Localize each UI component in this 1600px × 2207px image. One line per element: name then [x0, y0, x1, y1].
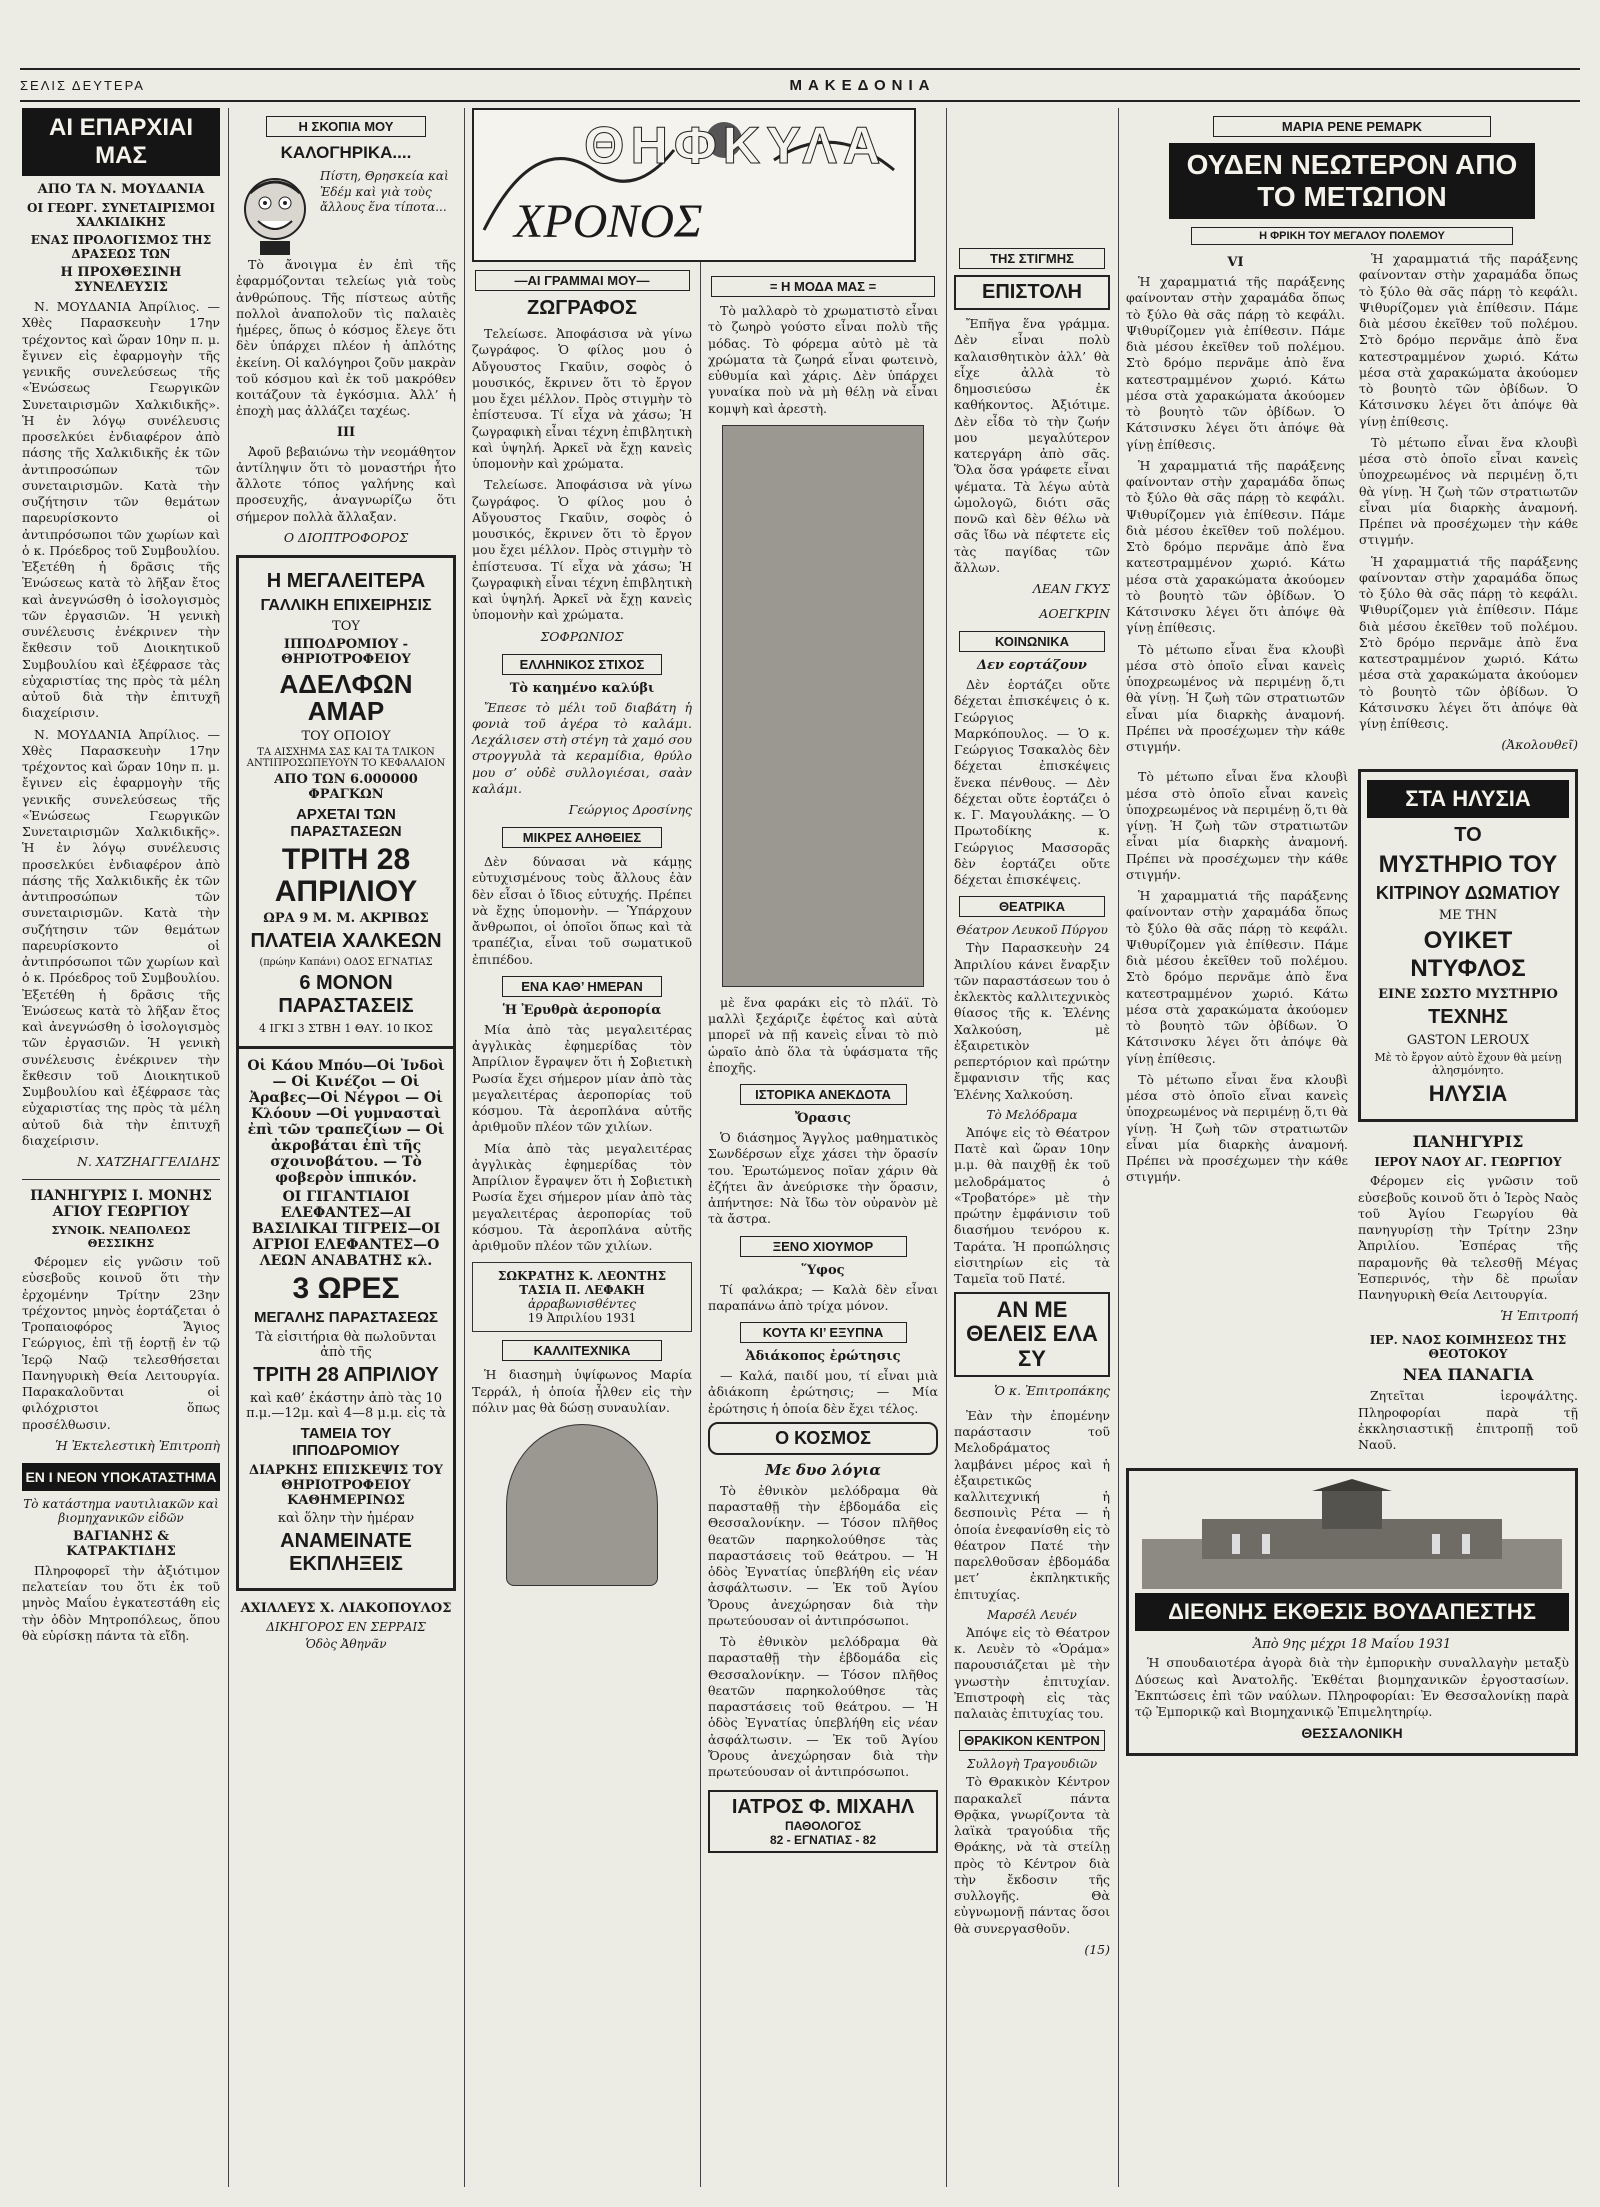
article-body: Ἀπόψε εἰς τὸ Θέατρον Πατὲ καὶ ὥραν 10ην μ.μ. θὰ παιχθῇ ἐκ τοῦ μελοδράματος ὁ «Τροβατόρε» μὲ τὴν πρώτην ἐμφάνισιν τοῦ διασήμου τενόρου κ. Ταράτα. Ἡ προπώλησις εἰσιτηρίων εἰς τὰ Ταμεῖα τοῦ Πατέ. — [954, 1124, 1110, 1286]
article-signature: Ἡ Ἐπιτροπή — [1500, 1308, 1578, 1324]
ad-line: Η ΜΕΓΑΛΕΙΤΕΡΑ — [266, 569, 426, 592]
ad-line: ΜΕΓΑΛΗΣ ΠΑΡΑΣΤΑΣΕΩΣ — [253, 1308, 439, 1326]
ad-line: ΜΕ ΤΗΝ — [1438, 908, 1498, 924]
ad-line: Μὲ τὸ ἔργον αὐτὸ ἔχουν θὰ μείνῃ ἀλησμόνητο. — [1374, 1051, 1562, 1078]
article-signature: ΣΟΦΡΩΝΙΟΣ — [540, 628, 624, 644]
article-signature: ΛΕΑΝ ΓΚΥΣ — [1032, 581, 1110, 596]
article-title: Ὄρασις — [795, 1111, 851, 1126]
serial-title: ΟΥΔΕΝ ΝΕΩΤΕΡΟΝ ΑΠΟ ΤΟ ΜΕΤΩΠΟΝ — [1169, 143, 1535, 219]
article-body: Ἀφοῦ βεβαιώνω τὴν νεομάθητον ἀντίληψιν ὅτι τὸ μοναστήρι ἦτο ἄλλοτε τόπος γαλήνης καὶ προσευχῆς, ἀναγνωρίζω ὅτι σήμερον πολλὰ ἄλλαξαν. — [236, 443, 456, 524]
article-title: ΕΠΙΣΤΟΛΗ — [954, 275, 1110, 310]
article-title: Με δυο λόγια — [765, 1460, 881, 1479]
logo-text: ΘΗΦΚΥΛΑ — [584, 117, 887, 175]
ad-headline: ΚΙΤΡΙΝΟΥ ΔΩΜΑΤΙΟΥ — [1375, 883, 1561, 904]
article-body: Ὁ διάσημος Ἄγγλος μαθηματικὸς Σωνδέρσων εἶχε χάσει τὴν ὅρασίν του. Ἐρωτώμενος ποῖαν χάριν θὰ ἐζήτει ἂν ἀνεύρισκε τὴν ὅρασιν, ἀπήντησε: Νὰ ἴδω τὸν οὐρανὸν μὲ τὰ ἄστρα. — [708, 1130, 938, 1227]
section-label: ΜΑΡΙΑ ΡΕΝΕ ΡΕΜΑΡΚ — [1213, 116, 1490, 137]
provinces-subhead: ΕΝΑΣ ΠΡΟΛΟΓΙΣΜΟΣ ΤΗΣ ΔΡΑΣΕΩΣ ΤΩΝ — [30, 233, 212, 261]
column-rule — [464, 108, 465, 2187]
article-body: Ζητεῖται ἱεροψάλτης. Πληροφορίαι παρὰ τῇ ἐκκλησιαστικῇ ἐπιτροπῇ τοῦ Ναοῦ. — [1358, 1388, 1578, 1452]
ad-headline: ΣΤΑ ΗΛΥΣΙΑ — [1367, 780, 1569, 818]
article-body: Ν. ΜΟΥΔΑΝΙΑ Ἀπρίλιος. — Χθὲς Παρασκευὴν 17ην τρέχοντος καὶ ὥραν 10ην π. μ. ἔγινεν εἰς ἐφαρμογὴν τῆς γενικῆς συνελεύσεως τῆς «Ἑνώσεως Γεωργικῶν Συνεταιρισμῶν Χαλκιδικῆς». Ἡ ἐν λόγῳ συνέλευσις προσελκύει ἐνδιαφέρον ἀπὸ πάσης τῆς Χαλκιδικῆς ἐκ τῶν ἀντιπροσώπων τῶν συνεταιρισμῶν. Κατὰ τὴν συζήτησιν τῶν θεμάτων παρευρίσκοντο οἱ ἀντιπρόσωποι τῶν χωρίων καὶ ὁ κ. Πρόεδρος τοῦ Συμβουλίου. Ἐξετέθη ἡ δρᾶσις τῆς Ἑνώσεως κατὰ τὸ λῆξαν ἔτος καὶ ἀνεγνώσθη ὁ ἰσολογισμὸς τῶν ἐργασιῶν. Ἡ γενικὴ συνέλευσις ἐνέκρινεν τὴν ἔκθεσιν τοῦ Διοικητικοῦ Συμβουλίου καὶ ἐξέφρασε τὰς εὐχαριστίας της πρὸς τὰ μέλη αὐτοῦ διὰ τὴν ἐπιτυχῆ διαχείρισιν. — [22, 299, 220, 721]
article-body: Τὸ μαλλαρὸ τὸ χρωματιστὸ εἶναι τὸ ζωηρὸ γούστο εἶναι πολὺ τῆς μόδας. Τὸ φόρεμα αὐτὸ μὲ τὰ χρώματα τὰ ζωηρά εἶναι φωτεινὸ, εὐθυμία καὶ χάρις. Δὲν ὑπάρχει γυναίκα ποὺ νὰ μὴ θέλῃ νὰ εἶναι κομψὴ καὶ ἀρεστὴ. — [708, 303, 938, 416]
column-rule — [946, 108, 947, 2187]
article-body: Μία ἀπὸ τὰς μεγαλειτέρας ἀγγλικὰς ἐφημερίδας τὸν Ἀπρίλιον ἔγραψεν ὅτι ἡ Σοβιετικὴ Ρωσία ἔχει σήμερον μίαν ἀπὸ τὰς μεγαλειτέρας ἀεροπορίας τοῦ κόσμου. Τὰ ἀεροπλάνα αὐτῆς ἀριθμοῦν πλέον τῶν χιλίων. — [472, 1021, 692, 1135]
ad-line: GASTON LEROUX — [1406, 1033, 1530, 1049]
article-body: μὲ ἕνα φαράκι εἰς τὸ πλάϊ. Τὸ μαλλὶ ξεχάριζε ἐφέτος καὶ αὐτὰ μπορεῖ νὰ πῇ κανεὶς εἶναι τὸ πιὸ ὡραῖο ἀπὸ ὅλα τὰ ὑφάσματα τῆς ἐποχῆς. — [708, 994, 938, 1075]
article-body: Ἡ χαραμματιά τῆς παράξενης φαίνονταν στὴν χαραμάδα ὅπως τὸ ξύλο θὰ σᾶς πάρῃ τὸ κεφάλι. Ψιθυρίζομεν γιὰ ἐπίθεσιν. Πάμε διὰ μέσου ἐκεῖθεν τοῦ πολέμου. Στὸ δρόμο περνᾶμε ἀπὸ ἕνα κατεστραμμένον χωριό. Κάτω μέσα στὰ χαρακώματα ἀκούομεν τὸ βουητὸ τῶν ὀβίδων. Ὁ Κάτσινσκυ λέγει ὅτι ἀπόψε θὰ γίνῃ ἐπίθεσις. — [1359, 553, 1578, 731]
doctor-address: 82 - ΕΓΝΑΤΙΑΣ - 82 — [769, 1833, 877, 1848]
article-body: Τελείωσε. Ἀποφάσισα νὰ γίνω ζωγράφος. Ὁ φίλος μου ὁ Αὔγουστος Γκαῦιν, σοφὸς ὁ μουσικός, ἔκρινεν ὅτι τὸ ἔργον μου ἔχει μέλλον. Πρὸς στιγμὴν τὸ ἐπίστευσα. Τί εἶχα νὰ χάσω; Ἡ ζωγραφικὴ εἶναι τέχνη ἐπιβλητικὴ καὶ ὑψηλή. Ἀρκεῖ νὰ ἔχῃ κανεὶς ὑπομονὴν καὶ χρώματα. — [472, 477, 692, 623]
masthead — [20, 68, 1580, 102]
serial-subtitle: Η ΦΡΙΚΗ ΤΟΥ ΜΕΓΑΛΟΥ ΠΟΛΕΜΟΥ — [1191, 227, 1513, 245]
article-title: Δεν εορτάζουν — [977, 658, 1087, 673]
ad-line: 6 ΜΟΝΟΝ ΠΑΡΑΣΤΑΣΕΙΣ — [278, 972, 414, 1018]
article-body: Ἀπόψε εἰς τὸ Θέατρον κ. Λευὲν τὸ «Ὁράμα» παρουσιάζεται μὲ τὴν γνωστὴν ἐπιτυχίαν. Ἐπιστροφὴ εἰς τὰς παλαιὰς ἐπιτυχίας του. — [954, 1624, 1110, 1722]
column-provinces — [22, 108, 220, 2187]
article-signature: Ν. ΧΑΤΖΗΑΓΓΕΛΙΔΗΣ — [77, 1154, 220, 1169]
ad-line: Οἱ Κάου Μπόυ—Οἱ Ἰνδοὶ — Οἱ Κινέζοι — Οἱ Ἀραβες—Οἱ Νέγροι — Οἱ Κλόουν —Οἱ γυμνασταὶ ἐπὶ τῶν τραπεζίων — Οἱ ἀκροβάται ἐπὶ τῆς σχοινοβάτου. — Τὸ φοβερὸν ἱππικόν. — [247, 1058, 445, 1187]
article-body: Τὸ Θρακικὸν Κέντρον παρακαλεῖ πάντα Θρᾷκα, γνωρίζοντα τὰ λαϊκὰ τραγούδια τῆς Θράκης, νὰ τὰ στείλῃ πρὸς τὸ Κέντρον διὰ τὴν ἔκδοσιν τῆς συλλογῆς. Θὰ εὐγνωμονῇ πάντας ὅσοι θὰ συνεργασθοῦν. — [954, 1774, 1110, 1936]
article-body: Φέρομεν εἰς γνῶσιν τοῦ εὐσεβοῦς κοινοῦ ὅτι ὁ Ἱερὸς Ναὸς τοῦ Ἁγίου Γεωργίου θὰ πανηγυρίσῃ τὴν Τρίτην 23ην Ἀπριλίου. Ἐσπέρας τῆς παραμονῆς θὰ τελεσθῇ Μέγας Ἑσπερινός, τὴν δὲ πρωΐαν Πανηγυρικὴ Θεία Λειτουργία. — [1358, 1173, 1578, 1302]
section-label: ΘΡΑΚΙΚΟΝ ΚΕΝΤΡΟΝ — [959, 1730, 1105, 1751]
section-subtitle: ΣΥΝΟΙΚ. ΝΕΑΠΟΛΕΩΣ ΘΕΣΣΙΚΗΣ — [51, 1224, 191, 1250]
section-label: ΕΝΑ ΚΑΘ’ ΗΜΕΡΑΝ — [502, 976, 662, 997]
section-label: ΘΕΑΤΡΙΚΑ — [959, 896, 1105, 917]
column-serial-ads — [1126, 108, 1578, 2187]
ad-headline: ΗΛΥΣΙΑ — [1428, 1081, 1508, 1107]
notice-line: ἀρραβωνισθέντες — [528, 1297, 636, 1312]
cinema-advertisement — [1358, 769, 1578, 1122]
ad-line: ΙΠΠΟΔΡΟΜΙΟΥ - ΘΗΡΙΟΤΡΟΦΕΙΟΥ — [281, 636, 411, 667]
exposition-advertisement — [1126, 1468, 1578, 1756]
lawyer-address: Ὁδὸς Ἀθηνᾶν — [305, 1636, 387, 1651]
section-label: ΙΣΤΟΡΙΚΑ ΑΝΕΚΔΟΤΑ — [740, 1084, 907, 1105]
serial-text — [1126, 251, 1578, 761]
ad-line: καὶ ὅλην τὴν ἡμέραν — [277, 1510, 415, 1526]
provinces-subhead: Η ΠΡΟΧΘΕΣΙΝΗ ΣΥΝΕΛΕΥΣΙΣ — [60, 265, 182, 295]
article-signature: (15) — [1084, 1941, 1110, 1957]
ad-line: ΤΑΜΕΙΑ ΤΟΥ ΙΠΠΟΔΡΟΜΙΟΥ — [292, 1424, 400, 1459]
article-body: Ἡ χαραμματιά τῆς παράξενης φαίνονταν στὴν χαραμάδα ὅπως τὸ ξύλο θὰ σᾶς πάρῃ τὸ κεφάλι. Ψιθυρίζομεν γιὰ ἐπίθεσιν. Πάμε διὰ μέσου ἐκεῖθεν τοῦ πολέμου. Στὸ δρόμο περνᾶμε ἀπὸ ἕνα κατεστραμμένον χωριό. Κάτω μέσα στὰ χαρακώματα ἀκούομεν τὸ βουητὸ τῶν ὀβίδων. Ὁ Κάτσινσκυ λέγει ὅτι ἀπόψε θὰ γίνῃ ἐπίθεσις. — [1126, 457, 1345, 636]
section-label: Ο ΚΟΣΜΟΣ — [708, 1422, 938, 1455]
ad-line: ΤΟΥ — [332, 618, 360, 634]
fashion-photo — [722, 425, 924, 987]
article-body: Μία ἀπὸ τὰς μεγαλειτέρας ἀγγλικὰς ἐφημερίδας τὸν Ἀπρίλιον ἔγραψεν ὅτι ἡ Σοβιετικὴ Ρωσία ἔχει σήμερον μίαν ἀπὸ τὰς μεγαλειτέρας ἀεροπορίας τοῦ κόσμου. Τὰ ἀεροπλάνα αὐτῆς ἀριθμοῦν πλέον τῶν χιλίων. — [472, 1140, 692, 1253]
column-rule — [228, 108, 229, 2187]
company-name: ΒΑΓΙΑΝΗΣ & ΚΑΤΡΑΚΤΙΔΗΣ — [66, 1528, 176, 1559]
ad-headline: ΔΙΕΘΝΗΣ ΕΚΘΕΣΙΣ ΒΟΥΔΑΠΕΣΤΗΣ — [1135, 1593, 1569, 1631]
section-title: ΕΝ Ι ΝΕΟΝ ΥΠΟΚΑΤΑΣΤΗΜΑ — [22, 1463, 220, 1491]
article-body: Φέρομεν εἰς γνῶσιν τοῦ εὐσεβοῦς κοινοῦ ὅτι τὴν ἐρχομένην Τρίτην 23ην τρέχοντος μηνὸς ἑορτάζεται ὁ Τροπαιοφόρος Ἅγιος Γεώργιος, ἐπὶ τῇ ἑορτῇ ἐν τῷ Ἱερῷ Ναῷ τελεσθήσεται Πανηγυρικὴ Θεία Λειτουργία. Παρακαλοῦνται οἱ φιλόχριστοι ὅπως προσέλθωσιν. — [22, 1254, 220, 1432]
poem-body: Ἔπεσε τὸ μέλι τοῦ διαβάτη ἡ φονιὰ τοῦ ἀγέρα τὸ καλάμι. Λεχάλισεν στὴ στέγη τὰ χαμό σου στρογγυλὰ τὰ κεραμίδια, θρύλο μου σ’ οὐδὲ συλλογιέσαι, σαὰν καλάμι. — [472, 699, 692, 796]
column-letters — [954, 240, 1110, 2187]
notice-line: ΤΑΣΙΑ Π. ΛΕΦΑΚΗ — [519, 1283, 645, 1298]
article-body: Ἐὰν τὴν ἐπομένην παράστασιν τοῦ Μελοδράματος λαμβάνει μέρος καὶ ἡ ἐξαιρετικῶς καλλιτεχνική ἡ δεσποινὶς Ρέτα — ἡ ὁποία ἐνεφανίσθη εἰς τὸ θέατρον Πατέ τὴν παρελθοῦσαν ἑβδομάδα μετ’ ἐκπληκτικῆς ἐπιτυχίας. — [954, 1407, 1110, 1602]
ad-line: ΔΙΑΡΚΗΣ ΕΠΙΣΚΕΨΙΣ ΤΟΥ ΘΗΡΙΟΤΡΟΦΕΙΟΥ ΚΑΘΗΜΕΡΙΝΩΣ — [249, 1462, 443, 1508]
poem-title: Τὸ καημένο καλύβι — [509, 680, 655, 696]
section-subtitle: Θέατρον Λευκοῦ Πύργου — [956, 923, 1108, 938]
article-body: Τὸ μέτωπο εἶναι ἕνα κλουβὶ μέσα στὸ ὁποῖο εἶναι κανεὶς ὑποχρεωμένος νὰ περιμένῃ ὅ,τι θὰ γίνῃ. Ἡ ζωὴ τῶν στρατιωτῶν εἶναι μία διαρκὴς ἀναμονή. Πρέπει νὰ προσέχωμεν τὴν κάθε στιγμήν. — [1126, 641, 1345, 754]
section-label: ΚΟΥΤΑ ΚΙ’ ΕΞΥΠΝΑ — [740, 1322, 907, 1343]
engagement-notice — [472, 1262, 692, 1332]
article-verse: Πίστη, Θρησκεία καὶ Ἐδέμ καὶ γιὰ τοὺς ἄλλους ἕνα τίποτα... — [320, 169, 449, 215]
article-title: Ἡ Ἐρυθρὰ ἀεροπορία — [502, 1002, 662, 1018]
article-body: Ἡ διασημὴ ὑψίφωνος Μαρία Τερράλ, ἡ ὁποία ἦλθεν εἰς τὴν πόλιν μας θὰ δώσῃ συναυλίαν. — [472, 1367, 692, 1415]
article-body: Πληροφορεῖ τὴν ἀξιότιμον πελατείαν του ὅτι ἐκ τοῦ μηνὸς Μαΐου ἐγκατεστάθη εἰς τὴν ὁδὸν Μητροπόλεως, ὅπου θὰ εὑρίσκῃ πάντα τὰ εἴδη. — [22, 1562, 220, 1643]
article-body: Ἔπῆγα ἕνα γράμμα. Δὲν εἶναι πολὺ καλαισθητικὸν ἀλλ’ θὰ εἶχε ἀλλὰ τὸ δημοσιεύσω ἐκ καθήκοντος. Ἀξιότιμε. Δὲν εἶδα τὸ τὴν ζωήν μου μεγαλύτερον κατεργάρη ἀπὸ σᾶς. Ὅλα ὅσα γράφετε εἶναι ψέματα. Τὰ λέγω αὐτὰ ὡμολογῶ, διότι σᾶς πονῶ καὶ δὲν θέλω νὰ σᾶς ἴδω νὰ πέφτετε εἰς τὰς παγίδας τῶν ἄλλων. — [954, 316, 1110, 575]
ad-headline: ΟΥΙΚΕΤ ΝΤΥΦΛΟΣ — [1410, 927, 1526, 983]
doctor-advertisement — [708, 1790, 938, 1853]
ad-line: ΩΡΑ 9 Μ. Μ. ΑΚΡΙΒΩΣ — [263, 911, 429, 927]
article-signature: Ο ΔΙΟΠΤΡΟΦΟΡΟΣ — [283, 529, 409, 545]
article-body: Τὸ μέτωπο εἶναι ἕνα κλουβὶ μέσα στὸ ὁποῖο εἶναι κανεὶς ὑποχρεωμένος νὰ περιμένῃ ὅ,τι θὰ γίνῃ. Ἡ ζωὴ τῶν στρατιωτῶν εἶναι μία διαρκὴς ἀναμονή. Πρέπει νὰ προσέχωμεν τὴν κάθε στιγμήν. — [1126, 769, 1348, 882]
ad-headline: 3 ΩΡΕΣ — [292, 1272, 400, 1306]
article-title: ΑΝ ΜΕ ΘΕΛΕΙΣ ΕΛΑ ΣΥ — [954, 1292, 1110, 1377]
circus-advertisement-continued — [236, 1047, 456, 1591]
article-body: Τὸ ἐθνικὸν μελόδραμα θὰ παρασταθῇ τὴν ἑβδομάδα εἰς Θεσσαλονίκην. — Τόσον πλῆθος θεατῶν παρηκολούθησε τὰς παραστάσεις τοῦ θεάτρου. — Ἡ ὁδὸς Ἐγνατίας ὑπεβλήθη εἰς νέαν ἀσφάλτωσιν. — Ἐκ τοῦ Ἀγίου Ὄρους ἀνεχώρησαν διὰ τὴν πρωτεύουσαν οἱ ἀντιπρόσωποι. — [708, 1634, 938, 1779]
section-label: ΕΛΛΗΝΙΚΟΣ ΣΤΙΧΟΣ — [502, 654, 662, 675]
ad-line: ΤΕΧΝΗΣ — [1428, 1006, 1508, 1029]
article-title: Ὕφος — [801, 1262, 845, 1278]
ad-headline: ΜΥΣΤΗΡΙΟ ΤΟΥ — [1378, 851, 1558, 879]
section-label: ΚΑΛΛΙΤΕΧΝΙΚΑ — [502, 1340, 662, 1361]
article-body: Δὲν ἑορτάζει οὔτε δέχεται ἐπισκέψεις ὁ κ. Γεώργιος Μαρκόπουλος. — Ὁ κ. Γεώργιος Τσακαλὸς δὲν δέχεται ἐπισκέψεις ἕνεκα πένθους. — Δὲν δέχεται οὔτε ἑορτάζει ὁ κ. Γ. Μαγουλάκης. — Ὁ Πρωτοδίκης κ. Γεώργιος Μασσορᾶς δὲν ἑορτάζει οὔτε δέχεται ἐπισκέψεις. — [954, 677, 1110, 887]
ad-line: ΤΟΥ ΟΠΟΙΟΥ — [301, 729, 391, 745]
caricature-illustration — [236, 169, 314, 257]
ad-line: Ἀπὸ 9ης μέχρι 18 Μαΐου 1931 — [1252, 1637, 1452, 1653]
circus-advertisement — [236, 555, 456, 1050]
section-label: ΜΙΚΡΕΣ ΑΛΗΘΕΙΕΣ — [502, 827, 662, 848]
ad-line: ΕΙΝΕ ΣΩΣΤΟ ΜΥΣΤΗΡΙΟ — [1378, 987, 1558, 1003]
section-numeral: VI — [1227, 255, 1244, 270]
lawyer-title: ΔΙΚΗΓΟΡΟΣ ΕΝ ΣΕΡΡΑΙΣ — [266, 1619, 426, 1634]
ad-line: ΑΠΟ ΤΩΝ 6.000000 ΦΡΑΓΚΩΝ — [274, 772, 418, 803]
article-body: Τὴν Παρασκευὴν 24 Ἀπριλίου κάνει ἔναρξιν τῶν παραστάσεων του ὁ ἐκλεκτὸς καλλιτεχνικὸς θίασος τῆς κ. Ἑλένης Χαλκούση, μὲ ἐξαιρετικὸν ρεπερτόριον καὶ πρώτην ἔμφανισιν τῆς κας Ἑλένης Χαλκούση. — [954, 940, 1110, 1102]
column-rule — [1118, 108, 1119, 2187]
section-subtitle: ΝΕΑ ΠΑΝΑΓΙΑ — [1402, 1365, 1534, 1385]
section-numeral: III — [336, 424, 356, 440]
article-body: Τί φαλάκρα; — Καλὰ δὲν εἶναι παραπάνω ἀπὸ τρίχα μόνον. — [708, 1281, 938, 1313]
article-title: ΚΑΛΟΓΗΡΙΚΑ.... — [280, 143, 412, 162]
ad-line: Τὰ εἰσιτήρια θὰ πωλοῦνται ἀπὸ τῆς — [255, 1329, 437, 1360]
section-label: ΤΗΣ ΣΤΙΓΜΗΣ — [959, 248, 1105, 269]
column-rule — [700, 108, 701, 2187]
ad-line: ΤΡΙΤΗ 28 ΑΠΡΙΛΙΟΥ — [253, 1363, 439, 1386]
provinces-title: ΑΙ ΕΠΑΡΧΙΑΙ ΜΑΣ — [22, 108, 220, 176]
article-title: Ἀδιάκοπος ἐρώτησις — [745, 1349, 901, 1364]
ad-line: ΘΕΣΣΑΛΟΝΙΚΗ — [1301, 1725, 1403, 1742]
section-subtitle: Τὸ κατάστημα ναυτιλιακῶν καὶ βιομηχανικῶν εἰδῶν — [23, 1496, 219, 1525]
section-subtitle: Συλλογὴ Τραγουδιῶν — [966, 1757, 1098, 1772]
lawyer-name: ΑΧΙΛΛΕΥΣ Χ. ΛΙΑΚΟΠΟΥΛΟΣ — [240, 1600, 452, 1616]
section-label: = Η ΜΟΔΑ ΜΑΣ = — [711, 276, 936, 297]
article-signature: ΑΟΕΓΚΡΙΝ — [1039, 606, 1110, 621]
provinces-dateline: ΑΠΟ ΤΑ Ν. ΜΟΥΔΑΝΙΑ — [37, 182, 205, 197]
article-body: Τὸ μέτωπο εἶναι ἕνα κλουβὶ μέσα στὸ ὁποῖο εἶναι κανεὶς ὑποχρεωμένος νὰ περιμένῃ ὅ,τι θὰ γίνῃ. Ἡ ζωὴ τῶν στρατιωτῶν εἶναι μία διαρκὴς ἀναμονή. Πρέπει νὰ προσέχωμεν τὴν κάθε στιγμήν. — [1359, 434, 1578, 548]
masthead-page-label: ΣΕΛΙΣ ΔΕΥΤΕΡΑ — [20, 77, 145, 93]
article-signature: (Ἀκολουθεῖ) — [1501, 737, 1578, 753]
notice-line: ΣΩΚΡΑΤΗΣ Κ. ΛΕΟΝΤΗΣ — [497, 1269, 667, 1284]
ad-line: ΤΟ — [1454, 824, 1482, 847]
column-fashion — [708, 268, 938, 2187]
ad-line: ΤΑ ΑΙΣΧΗΜΑ ΣΑΣ ΚΑΙ ΤΑ ΤΛΙΚΟΝ ΑΝΤΙΠΡΟΣΩΠΕΥΟΥΝ ΤΟ ΚΕΦΑΛΑΙΟΝ — [246, 747, 446, 770]
article-body: Ν. ΜΟΥΔΑΝΙΑ Ἀπρίλιος. — Χθὲς Παρασκευὴν 17ην τρέχοντος καὶ ὥραν 10ην π. μ. ἔγινεν εἰς ἐφαρμογὴν τῆς γενικῆς συνελεύσεως τῆς «Ἑνώσεως Γεωργικῶν Συνεταιρισμῶν Χαλκιδικῆς». Ἡ ἐν λόγῳ συνέλευσις προσελκύει ἐνδιαφέρον ἀπὸ πάσης τῆς Χαλκιδικῆς ἐκ τῶν ἀντιπροσώπων τῶν συνεταιρισμῶν. Κατὰ τὴν συζήτησιν τῶν θεμάτων παρευρίσκοντο οἱ ἀντιπρόσωποι τῶν χωρίων καὶ ὁ κ. Πρόεδρος τοῦ Συμβουλίου. Ἐξετέθη ἡ δρᾶσις τῆς Ἑνώσεως κατὰ τὸ λῆξαν ἔτος καὶ ἀνεγνώσθη ὁ ἰσολογισμὸς τῶν ἐργασιῶν. Ἡ γενικὴ συνέλευσις ἐνέκρινεν τὴν ἔκθεσιν τοῦ Διοικητικοῦ Συμβουλίου καὶ ἐξέφρασε τὰς εὐχαριστίας της πρὸς τὰ μέλη αὐτοῦ διὰ τὴν ἐπιτυχῆ διαχείρισιν. — [22, 726, 220, 1148]
portrait-photo — [506, 1424, 658, 1586]
provinces-subhead: ΟΙ ΓΕΩΡΓ. ΣΥΝΕΤΑΙΡΙΣΜΟΙ ΧΑΛΚΙΔΙΚΗΣ — [27, 201, 215, 229]
section-label: —ΑΙ ΓΡΑΜΜΑΙ ΜΟΥ— — [475, 270, 690, 291]
article-body: Τὸ ἐθνικὸν μελόδραμα θὰ παρασταθῇ τὴν ἑβδομάδα εἰς Θεσσαλονίκην. — Τόσον πλῆθος θεατῶν παρηκολούθησε τὰς παραστάσεις τοῦ θεάτρου. — Ἡ ὁδὸς Ἐγνατίας ὑπεβλήθη εἰς νέαν ἀσφάλτωσιν. — Ἐκ τοῦ Ἀγίου Ὄρους ἀνεχώρησαν διὰ τὴν πρωτεύουσαν οἱ ἀντιπρόσωποι. — [708, 1482, 938, 1628]
article-body: Ἡ σπουδαιοτέρα ἀγορὰ διὰ τὴν ἐμπορικὴν συναλλαγὴν μεταξὺ Δύσεως καὶ Ἀνατολῆς. Ἐκθέται βιομηχανικῶν ἐργοστασίων. Ἐκπτώσεις ἐπὶ τῶν ναύλων. Πληροφορίαι: Ἐν Θεσσαλονίκῃ παρὰ τῷ Ἐμπορικῷ καὶ Βιομηχανικῷ Ἐπιμελητηρίῳ. — [1135, 1655, 1569, 1719]
section-subtitle: Μαρσέλ Λευέν — [987, 1607, 1077, 1622]
article-signature: Ἡ Ἐκτελεστικὴ Ἐπιτροπὴ — [55, 1437, 220, 1453]
ad-line: καὶ καθ’ ἑκάστην ἀπὸ τὰς 10 π.μ.—12μ. καὶ 4—8 μ.μ. εἰς τὰ — [246, 1390, 446, 1421]
article-signature: Ὁ κ. Ἐπιτροπάκης — [994, 1382, 1110, 1398]
masthead-title: ΜΑΚΕΔΟΝΙΑ — [789, 76, 936, 94]
article-body: Ἡ χαραμματιά τῆς παράξενης φαίνονταν στὴν χαραμάδα ὅπως τὸ ξύλο θὰ σᾶς πάρῃ τὸ κεφάλι. Ψιθυρίζομεν γιὰ ἐπίθεσιν. Πάμε διὰ μέσου ἐκεῖθεν τοῦ πολέμου. Στὸ δρόμο περνᾶμε ἀπὸ ἕνα κατεστραμμένον χωριό. Κάτω μέσα στὰ χαρακώματα ἀκούομεν τὸ βουητὸ τῶν ὀβίδων. Ὁ Κάτσινσκυ λέγει ὅτι ἀπόψε θὰ γίνῃ ἐπίθεσις. — [1359, 251, 1578, 429]
ad-line: ΑΝΑΜΕΙΝΑΤΕ ΕΚΠΛΗΞΕΙΣ — [280, 1529, 412, 1575]
ad-headline: ΤΡΙΤΗ 28 ΑΠΡΙΛΙΟΥ — [274, 843, 418, 908]
logo-text: ΧΡΟΝΟΣ — [514, 195, 703, 248]
section-label: ΞΕΝΟ ΧΙΟΥΜΟΡ — [740, 1236, 907, 1257]
ad-line: (πρώην Καπάνι) ΟΔΟΣ ΕΓΝΑΤΙΑΣ — [259, 957, 433, 969]
poem-author: Γεώργιος Δροσίνης — [568, 802, 692, 817]
section-title: ΠΑΝΗΓΥΡΙΣ — [1412, 1132, 1524, 1152]
article-body: Τὸ ἄνοιγμα ἐν ἐπὶ τῆς ἐφαρμόζονται τελείως γιὰ τοὺς ἀνθρώπους. Τῆς πίστεως αὐτῆς πολλοὶ ἀναπολοῦν τὶς παλαιὲς ἡμέρες, ὅπως ὁ κόσμος ἔλεγε ὅτι δὲν ὑπάρχει πλέον ἡ ἁπλότης ἐκείνη. Οἱ καλόγηροι ζοῦν μακρὰν τοῦ κόσμου καὶ ἐκ τοῦ μακρόθεν κοιτάζουν τὰ ἐγκόσμια. Ἀλλ’ ἡ ἐποχὴ μας ἀλλάζει ταχέως. — [236, 257, 456, 419]
divider — [22, 1179, 220, 1180]
doctor-specialty: ΠΑΘΟΛΟΓΟΣ — [784, 1819, 862, 1834]
building-illustration — [1142, 1479, 1562, 1589]
article-body: Τελείωσε. Ἀποφάσισα νὰ γίνω ζωγράφος. Ὁ φίλος μου ὁ Αὔγουστος Γκαῦιν, σοφὸς ὁ μουσικός, ἔκρινεν ὅτι τὸ ἔργον μου ἔχει μέλλον. Πρὸς στιγμὴν τὸ ἐπίστευσα. Τί εἶχα νὰ χάσω; Ἡ ζωγραφικὴ εἶναι τέχνη ἐπιβλητικὴ καὶ ὑψηλή. Ἀρκεῖ νὰ ἔχῃ κανεὶς ὑπομονὴν καὶ χρώματα. — [472, 326, 692, 471]
ad-headline: ΑΔΕΛΦΩΝ ΑΜΑΡ — [279, 668, 413, 727]
notice-line: 19 Ἀπριλίου 1931 — [527, 1311, 637, 1326]
article-body: — Καλά, παιδί μου, τί εἶναι μιὰ ἀδιάκοπη ἐρώτησις; — Μία ἐρώτησις ἡ ὁποία δὲν ἔχει τέλος. — [708, 1368, 938, 1416]
article-body: Τὸ μέτωπο εἶναι ἕνα κλουβὶ μέσα στὸ ὁποῖο εἶναι κανεὶς ὑποχρεωμένος νὰ περιμένῃ ὅ,τι θὰ γίνῃ. Ἡ ζωὴ τῶν στρατιωτῶν εἶναι μία διαρκὴς ἀναμονή. Πρέπει νὰ προσέχωμεν τὴν κάθε στιγμήν. — [1126, 1071, 1348, 1185]
section-label: Η ΣΚΟΠΙΑ ΜΟΥ — [266, 116, 426, 137]
ad-line: ΠΛΑΤΕΙΑ ΧΑΛΚΕΩΝ — [250, 930, 442, 953]
article-body: Δὲν δύνασαι νὰ κάμῃς εὐτυχισμένους τοὺς ἄλλους ἐὰν δὲν εἶσαι ὁ ἴδιος εὐτυχής. Πρέπει νὰ ἔχῃς ὑπομονὴν. — Ὑπάρχουν ἄνθρωποι, οἱ ὁποῖοι ὅπως καὶ τὰ τραπέζια, εἶναι τοῦ σωματικοῦ ἐπιπέδου. — [472, 854, 692, 967]
section-title: ΠΑΝΗΓΥΡΙΣ Ι. ΜΟΝΗΣ ΑΓΙΟΥ ΓΕΩΡΓΙΟΥ — [30, 1188, 212, 1220]
section-label: ΚΟΙΝΩΝΙΚΑ — [959, 631, 1105, 652]
article-body: Ἡ χαραμματιά τῆς παράξενης φαίνονταν στὴν χαραμάδα ὅπως τὸ ξύλο θὰ σᾶς πάρῃ τὸ κεφάλι. Ψιθυρίζομεν γιὰ ἐπίθεσιν. Πάμε διὰ μέσου ἐκεῖθεν τοῦ πολέμου. Στὸ δρόμο περνᾶμε ἀπὸ ἕνα κατεστραμμένον χωριό. Κάτω μέσα στὰ χαρακώματα ἀκούομεν τὸ βουητὸ τῶν ὀβίδων. Ὁ Κάτσινσκυ λέγει ὅτι ἀπόψε θὰ γίνῃ ἐπίθεσις. — [1126, 888, 1348, 1066]
doctor-name: ΙΑΤΡΟΣ Φ. ΜΙΧΑΗΛ — [731, 1796, 915, 1819]
article-title: ΖΩΓΡΑΦΟΣ — [526, 297, 637, 319]
column-opinion-ads — [236, 108, 456, 2187]
ad-line: ΑΡΧΕΤΑΙ ΤΩΝ ΠΑΡΑΣΤΑΣΕΩΝ — [290, 806, 402, 841]
article-body: Ἡ χαραμματιά τῆς παράξενης φαίνονταν στὴν χαραμάδα ὅπως τὸ ξύλο θὰ σᾶς πάρῃ τὸ κεφάλι. Ψιθυρίζομεν γιὰ ἐπίθεσιν. Πάμε διὰ μέσου ἐκεῖθεν τοῦ πολέμου. Στὸ δρόμο περνᾶμε ἀπὸ ἕνα κατεστραμμένον χωριό. Κάτω μέσα στὰ χαρακώματα ἀκούομεν τὸ βουητὸ τῶν ὀβίδων. Ὁ Κάτσινσκυ λέγει ὅτι ἀπόψε θὰ γίνῃ ἐπίθεσις. — [1126, 274, 1345, 452]
ad-line: 4 ΙΓΚΙ 3 ΣΤΒΗ 1 ΘΑΥ. 10 ΙΚΟΣ — [259, 1022, 433, 1036]
ad-line: ΟΙ ΓΙΓΑΝΤΙΑΙΟΙ ΕΛΕΦΑΝΤΕΣ—ΑΙ ΒΑΣΙΛΙΚΑΙ ΤΙΓΡΕΙΣ—ΟΙ ΑΓΡΙΟΙ ΕΛΕΦΑΝΤΕΣ—Ο ΛΕΩΝ ΑΝΑΒΑΤΗΣ κλ. — [251, 1189, 441, 1270]
section-subtitle: ΙΕΡΟΥ ΝΑΟΥ ΑΓ. ΓΕΩΡΓΙΟΥ — [1374, 1155, 1562, 1170]
ad-line: ΓΑΛΛΙΚΗ ΕΠΙΧΕΙΡΗΣΙΣ — [260, 596, 432, 614]
section-subtitle: Τὸ Μελόδραμα — [986, 1107, 1078, 1122]
serial-continued — [1126, 769, 1348, 1458]
section-title: ΙΕΡ. ΝΑΟΣ ΚΟΙΜΗΣΕΩΣ ΤΗΣ ΘΕΟΤΟΚΟΥ — [1369, 1333, 1567, 1362]
section-logo — [472, 108, 916, 262]
